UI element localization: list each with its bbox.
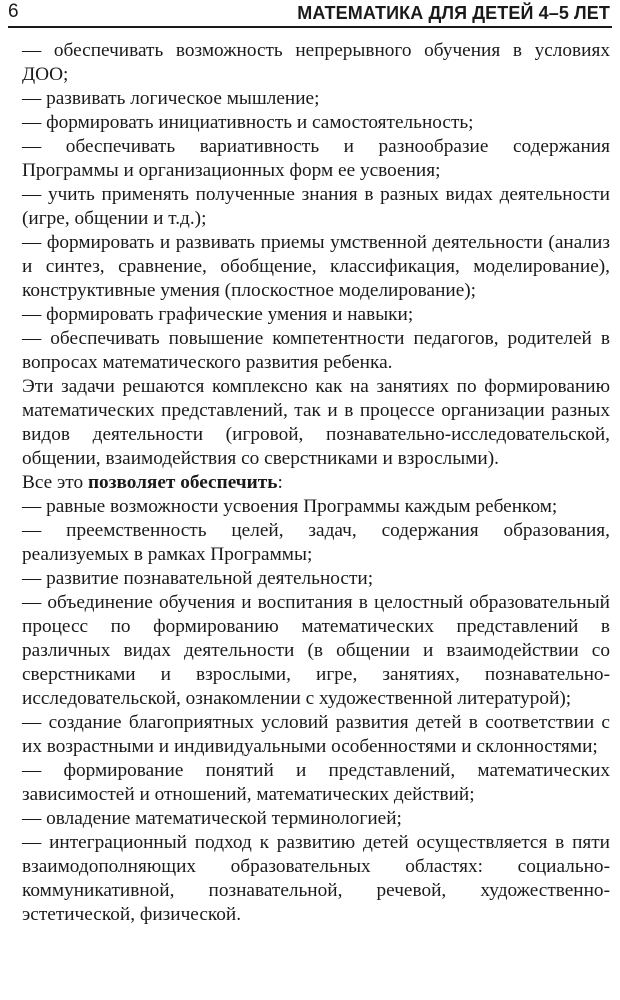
list-item: — интеграционный подход к развитию детей осуществляется в пяти взаимодополняющих образовательных областях: социально-коммуникативной, познавательной, речевой, художественно-эстетической, физической. [22, 832, 610, 925]
running-title: МАТЕМАТИКА ДЛЯ ДЕТЕЙ 4–5 ЛЕТ [297, 3, 610, 23]
body-paragraph: Эти задачи решаются комплексно как на занятиях по формированию математических представлений, так и в процессе организации разных видов деятельности (игровой, познавательно-исследовательской, общении, взаимодействия со сверстниками и взрослыми). [22, 376, 610, 469]
list-item: — овладение математической терминологией; [22, 808, 402, 829]
list-item: — обеспечивать вариативность и разнообразие содержания Программы и организационных форм ее усвоения; [22, 136, 610, 181]
lead-prefix: Все это [22, 472, 88, 493]
list-item: — формирование понятий и представлений, математических зависимостей и отношений, математических действий; [22, 760, 610, 805]
list-item: — развитие познавательной деятельности; [22, 568, 374, 589]
lead-bold-phrase: позволяет обеспечить [87, 472, 278, 493]
list-item: — равные возможности усвоения Программы каждым ребенком; [22, 496, 558, 517]
list-item: — преемственность целей, задач, содержания образования, реализуемых в рамках Программы; [22, 520, 610, 565]
list-item: — объединение обучения и воспитания в целостный образовательный процесс по формированию математических представлений в различных видах деятельности (в общении и взаимодействии со сверстниками и взрослыми, игре, занятиях, познавательно-исследовательской, ознакомлении с художественной литературой); [22, 592, 610, 709]
list-item: — обеспечивать повышение компетентности педагогов, родителей в вопросах математического развития ребенка. [22, 328, 610, 373]
list-item: — формировать графические умения и навыки; [22, 304, 414, 325]
list-item: — создание благоприятных условий развития детей в соответствии с их возрастными и индивидуальными особенностями и склонностями; [22, 712, 610, 757]
lead-paragraph [22, 471, 610, 495]
running-header [8, 0, 612, 28]
list-item: — формировать инициативность и самостоятельность; [22, 112, 474, 133]
lead-suffix: : [277, 472, 283, 493]
list-item: — учить применять полученные знания в разных видах деятельности (игре, общении и т.д.); [22, 184, 610, 229]
list-item: — обеспечивать возможность непрерывного обучения в условиях ДОО; [22, 40, 610, 85]
page-body [22, 39, 610, 927]
list-item: — формировать и развивать приемы умственной деятельности (анализ и синтез, сравнение, обобщение, классификация, моделирование), конструктивные умения (плоскостное моделирование); [22, 232, 610, 301]
page-number: 6 [8, 1, 19, 22]
list-item: — развивать логическое мышление; [22, 88, 320, 109]
